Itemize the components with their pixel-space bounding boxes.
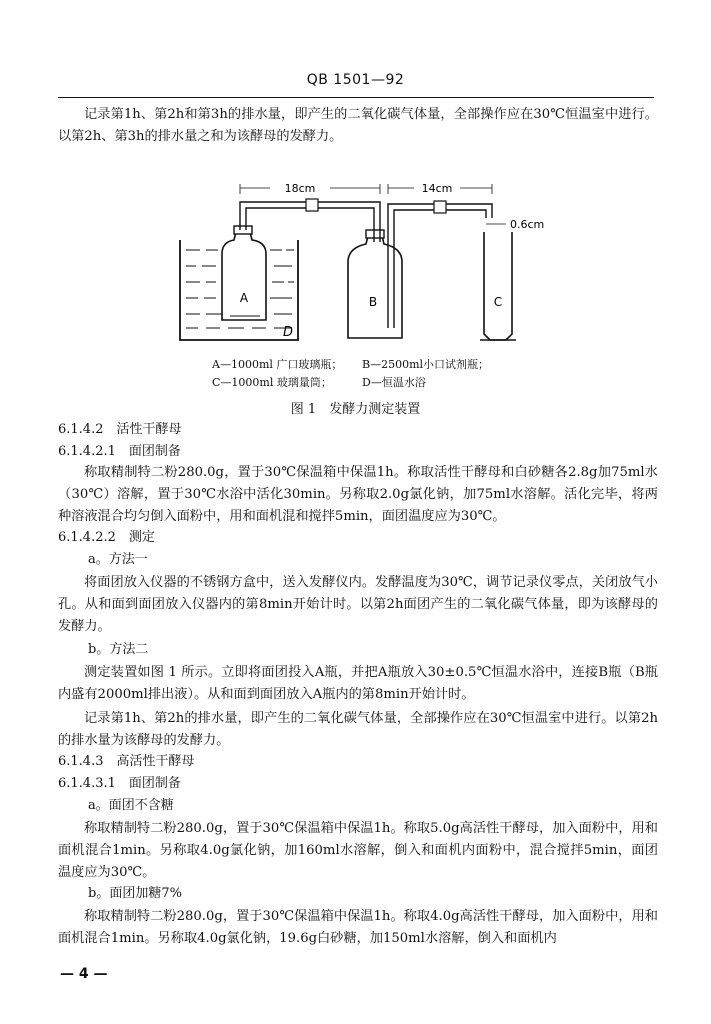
legend-d: D—恒温水浴: [362, 376, 426, 389]
tube-joint-right: [434, 201, 446, 213]
legend-b: B—2500ml小口试剂瓶；: [362, 358, 490, 371]
stopper-b: [366, 230, 384, 238]
label-c: C: [493, 295, 503, 309]
method-two-label: b。方法二: [88, 642, 149, 657]
method-one-text: 将面团放入仪器的不锈钢方盒中，送入发酵仪内。发酵温度为30℃，调节记录仪零点，关闭放气小孔。从和面到面团放入仪器内的第8min开始计时。以第2h面团产生的二氧化碳气体量，即为该酵母的发酵力。: [58, 575, 658, 634]
standard-code-header: QB 1501—92: [306, 72, 405, 88]
section-6-1-4-3: 6.1.4.3 高活性干酵母: [58, 754, 195, 769]
method-two-text-1: 测定装置如图 1 所示。立即将面团投入A瓶，并把A瓶放入30±0.5℃恒温水浴中，连接B瓶（B瓶内盛有2000ml排出液）。从和面到面团放入A瓶内的第8min开始计时。: [58, 665, 658, 702]
section-6-1-4-3-1: 6.1.4.3.1 面团制备: [58, 776, 181, 791]
dim-label-14cm: 14cm: [421, 182, 453, 195]
label-d: D: [282, 325, 294, 340]
section-6-1-4-2-1: 6.1.4.2.1 面团制备: [58, 444, 181, 459]
stopper-a: [234, 226, 252, 234]
label-b: B: [368, 295, 378, 309]
dough-sugar-text: 称取精制特二粉280.0g，置于30℃保温箱中保温1h。称取4.0g高活性干酵母，加入面粉中，用和面机混合1min。另称取4.0g氯化钠，19.6g白砂糖，加150ml水溶解，倒入和面机内: [58, 909, 658, 946]
dough-sugar-label: b。面团加糖7%: [88, 886, 182, 901]
cylinder-c: [484, 232, 512, 340]
dough-no-sugar-label: a。面团不含糖: [88, 798, 174, 813]
method-two-text-2: 记录第1h、第2h的排水量，即产生的二氧化碳气体量，全部操作应在30℃恒温室中进行。以第2h的排水量为该酵母的发酵力。: [58, 711, 658, 748]
method-one-label: a。方法一: [88, 552, 148, 567]
figure-title: 图 1 发酵力测定装置: [290, 402, 421, 417]
dough-prep-paragraph: 称取精制特二粉280.0g，置于30℃保温箱中保温1h。称取活性干酵母和白砂糖各2.8g加75ml水（30℃）溶解，置于30℃水浴中活化30min。另称取2.0g氯化钠，加75ml水溶解。活化完毕，将两种溶液混合均匀倒入面粉中，用和面机混和搅拌5min，面团温度应为30℃。: [58, 465, 658, 524]
section-6-1-4-2-2: 6.1.4.2.2 测定: [58, 530, 155, 545]
top-paragraph: 记录第1h、第2h和第3h的排水量，即产生的二氧化碳气体量，全部操作应在30℃恒温室中进行。以第2h、第3h的排水量之和为该酵母的发酵力。: [58, 107, 658, 144]
legend-a: A—1000ml 广口玻璃瓶；: [212, 358, 343, 371]
page-number: — 4 —: [60, 966, 108, 982]
dough-no-sugar-text: 称取精制特二粉280.0g，置于30℃保温箱中保温1h。称取5.0g高活性干酵母，加入面粉中，用和面机混合1min。另称取4.0g氯化钠，加160ml水溶解，倒入和面机内面粉中，混合搅拌5min，面团温度应为30℃。: [58, 821, 658, 880]
dim-label-18cm: 18cm: [284, 182, 316, 195]
fermentation-apparatus-diagram: [170, 170, 570, 350]
bottle-a: [222, 232, 266, 320]
tube-joint-left: [306, 199, 318, 211]
legend-c: C—1000ml 玻璃量筒；: [212, 376, 332, 389]
dim-label-0.6cm: 0.6cm: [510, 218, 545, 231]
section-6-1-4-2: 6.1.4.2 活性干酵母: [58, 422, 182, 437]
header-rule: [58, 97, 654, 98]
label-a: A: [239, 291, 249, 305]
